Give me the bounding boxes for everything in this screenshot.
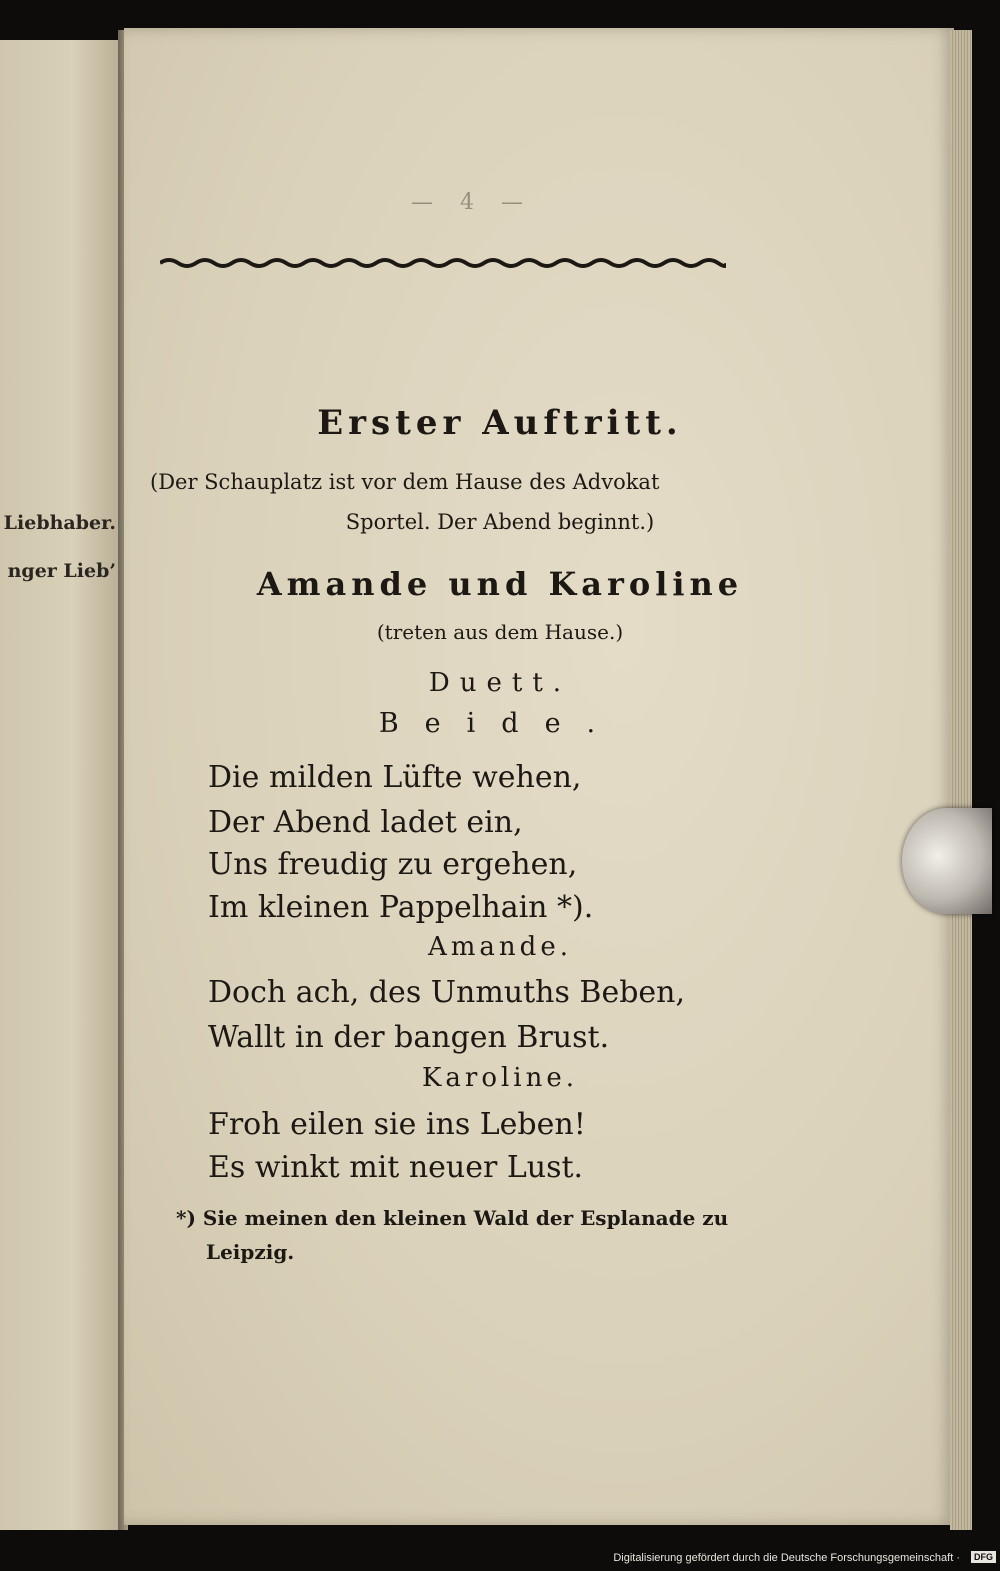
- stage-direction: (Der Schauplatz ist vor dem Hause des Advokat: [150, 470, 660, 494]
- verse-line: Uns freudig zu ergehen,: [208, 847, 578, 882]
- page-clip: [902, 808, 992, 914]
- footnote-continued: Leipzig.: [206, 1240, 295, 1264]
- characters-note: (treten aus dem Hause.): [376, 620, 624, 644]
- page-number: — 4 —: [411, 190, 533, 215]
- footnote: *) Sie meinen den kleinen Wald der Esplanade zu: [176, 1206, 729, 1230]
- speaker-both: Beide.: [378, 708, 622, 739]
- facing-page: [0, 40, 122, 1530]
- characters-heading: Amande und Karoline: [256, 565, 744, 603]
- facing-page-text: Liebhaber.: [3, 512, 116, 534]
- verse-line: Die milden Lüfte wehen,: [208, 760, 582, 795]
- speaker-karoline: Karoline.: [421, 1063, 579, 1093]
- facing-page-text: nger Lieb’: [7, 560, 116, 582]
- dfg-logo: DFG: [971, 1551, 996, 1563]
- speaker-amande: Amande.: [428, 932, 572, 962]
- verse-line: Wallt in der bangen Brust.: [208, 1020, 610, 1055]
- verse-line: Froh eilen sie ins Leben!: [208, 1107, 586, 1142]
- duet-label: Duett.: [428, 668, 572, 698]
- verse-line: Der Abend ladet ein,: [208, 805, 523, 840]
- stage-direction-continued: Sportel. Der Abend beginnt.): [345, 510, 655, 534]
- verse-line: Im kleinen Pappelhain *).: [208, 890, 594, 925]
- digitization-credit: Digitalisierung gefördert durch die Deutsche Forschungsgemeinschaft ·: [613, 1552, 960, 1564]
- verse-line: Doch ach, des Unmuths Beben,: [208, 975, 686, 1010]
- page-stack-edge: [950, 30, 972, 1530]
- verse-line: Es winkt mit neuer Lust.: [208, 1150, 584, 1185]
- ornamental-rule: [160, 256, 726, 270]
- scene-heading: Erster Auftritt.: [317, 403, 683, 443]
